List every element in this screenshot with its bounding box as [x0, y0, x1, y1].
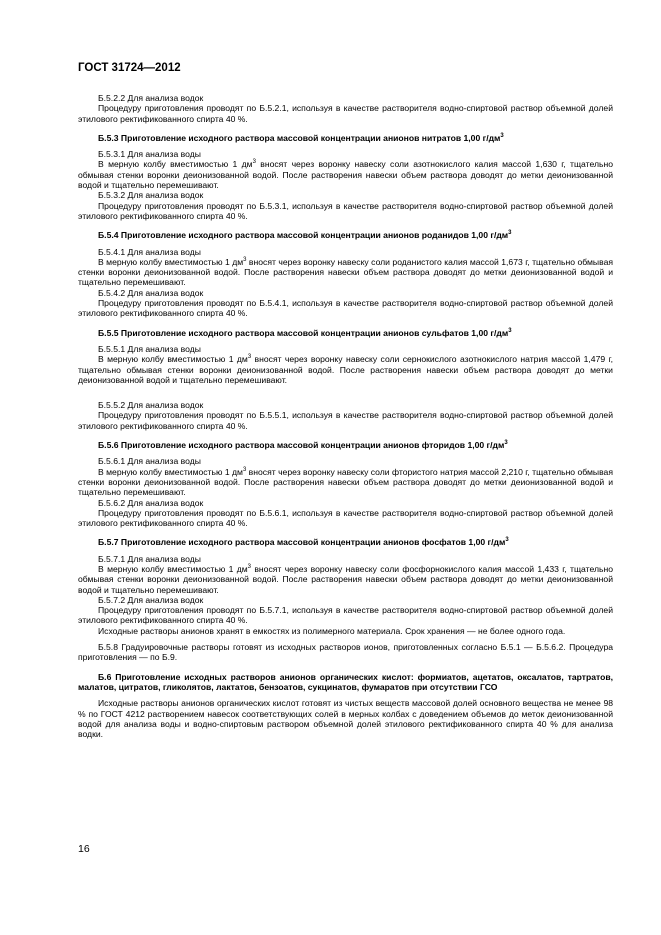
text-part: вносят через воронку навеску соли фтористого натрия массой 2,210 г, тщательно обмывая стенки воронки деионизованной водой. После растворения навески объем раствора доводят до метки деионизованной водой и тщательно перемешивают.: [78, 466, 613, 498]
subsection-b531: Б.5.3.1 Для анализа воды: [98, 149, 201, 160]
subsection-b542: Б.5.4.2 Для анализа водок: [98, 287, 204, 298]
subsection-b571: Б.5.7.1 Для анализа воды: [98, 553, 201, 564]
paragraph-b532: Процедуру приготовления проводят по Б.5.3.1, используя в качестве растворителя водно-спиртовой раствор объемной долей этилового ректификованного спирта 40 %.: [78, 200, 613, 221]
text-part: вносят через воронку навеску соли сернокислого азотнокислого натрия массой 1,479 г, тщательно обмывая стенки воронки деионизованной водой. После растворения навески объем раствора доводят до метки деионизованной водой и тщательно перемешивают.: [78, 354, 613, 385]
page-number: 16: [78, 843, 90, 855]
heading-b55-text: Б.5.5 Приготовление исходного раствора массовой концентрации анионов сульфатов 1,00 г/дм: [98, 327, 509, 338]
subsection-b562: Б.5.6.2 Для анализа водок: [98, 497, 204, 508]
text-part: В мерную колбу вместимостью 1 дм: [98, 159, 253, 170]
paragraph-storage: Исходные растворы анионов хранят в емкостях из полимерного материала. Срок хранения — не более одного года.: [98, 625, 566, 636]
subsection-b541: Б.5.4.1 Для анализа воды: [98, 246, 201, 257]
paragraph-b531: [78, 159, 613, 190]
paragraph-b561: [78, 467, 613, 498]
subsection-b572: Б.5.7.2 Для анализа водок: [98, 594, 204, 605]
heading-b57-text: Б.5.7 Приготовление исходного раствора массовой концентрации анионов фосфатов 1,00 г/дм: [98, 537, 506, 548]
heading-b55: [78, 328, 613, 338]
subsection-b552: Б.5.5.2 Для анализа водок: [98, 400, 204, 411]
heading-b56-text: Б.5.6 Приготовление исходного раствора массовой концентрации анионов фторидов 1,00 г/дм: [98, 440, 505, 451]
paragraph-b542: Процедуру приготовления проводят по Б.5.4.1, используя в качестве растворителя водно-спиртовой раствор объемной долей этилового ректификованного спирта 40 %.: [78, 298, 613, 319]
text-part: вносят через воронку навеску соли азотнокислого калия массой 1,630 г, тщательно обмывая стенки воронки деионизованной водой. После растворения навески объем раствора доводят до метки деионизованной водой и тщательно перемешивают.: [78, 159, 613, 191]
paragraph-b562: Процедуру приготовления проводят по Б.5.6.1, используя в качестве растворителя водно-спиртовой раствор объемной долей этилового ректификованного спирта 40 %.: [78, 507, 613, 529]
text-part: В мерную колбу вместимостью 1 дм: [98, 256, 244, 267]
heading-b54: [78, 230, 613, 240]
paragraph-b551: [78, 354, 613, 385]
document-body: [78, 93, 613, 739]
subsection-b551: Б.5.5.1 Для анализа воды: [98, 343, 201, 354]
paragraph-b552: Процедуру приготовления проводят по Б.5.5.1, используя в качестве растворителя водно-спиртовой раствор объемной долей этилового ректификованного спирта 40 %.: [78, 410, 613, 431]
superscript: 3: [242, 466, 247, 473]
superscript: 3: [505, 537, 509, 544]
text-part: В мерную колбу вместимостью 1 дм: [98, 354, 248, 365]
heading-b53: [78, 133, 613, 143]
superscript: 3: [247, 563, 252, 570]
superscript: 3: [504, 440, 508, 447]
document-header-title: ГОСТ 31724—2012: [78, 62, 181, 74]
heading-b54-text: Б.5.4 Приготовление исходного раствора массовой концентрации анионов роданидов 1,00 г/дм: [98, 230, 509, 241]
text-part: В мерную колбу вместимостью 1 дм: [98, 466, 243, 477]
paragraph-b541: [78, 257, 613, 288]
paragraph-b572: Процедуру приготовления проводят по Б.5.7.1, используя в качестве растворителя водно-спиртовой раствор объемной долей этилового ректификованного спирта 40 %.: [78, 605, 613, 626]
superscript: 3: [508, 327, 512, 334]
superscript: 3: [252, 159, 256, 166]
paragraph-b6: Исходные растворы анионов органических кислот готовят из чистых веществ массовой долей основного вещества не менее 98 % по ГОСТ 4212 растворением навесок соответствующих солей в мерных колбах с доведением объемов до меток деионизованной водой для анализа воды и водно-спиртовым раствором объемной долей этилового ректификованного спирта 40 % для анализа водки.: [78, 698, 613, 740]
text-part: вносят через воронку навеску соли фосфорнокислого калия массой 1,433 г, тщательно обмывая стенки воронки деионизованной водой. После растворения навески объем раствора доводят до метки деионизованной водой и тщательно перемешивают.: [78, 563, 613, 595]
heading-b56: [78, 440, 613, 450]
text-part: В мерную колбу вместимостью 1 дм: [98, 563, 248, 574]
superscript: 3: [247, 354, 252, 361]
text-part: вносят через воронку навеску соли роданистого калия массой 1,673 г, тщательно обмывая стенки воронки деионизованной водой. После растворения навески объем раствора доводят до метки деионизованной водой и тщательно перемешивают.: [78, 256, 613, 288]
superscript: 3: [243, 256, 247, 263]
heading-b6: Б.6 Приготовление исходных растворов анионов органических кислот: формиатов, ацетатов, оксалатов, тартратов, малатов, цитратов, гликолятов, лактатов, бензоатов, сукцинатов, фумаратов при отсутствии ГСО: [78, 671, 613, 692]
heading-b57: [78, 537, 613, 547]
subsection-b522: Б.5.2.2 Для анализа водок: [98, 93, 204, 103]
superscript: 3: [500, 132, 504, 139]
paragraph-b522: Процедуру приготовления проводят по Б.5.2.1, используя в качестве растворителя водно-спиртовой раствор объемной долей этилового ректификованного спирта 40 %.: [78, 103, 613, 124]
paragraph-b571: [78, 564, 613, 595]
subsection-b561: Б.5.6.1 Для анализа воды: [98, 456, 201, 467]
superscript: 3: [508, 230, 512, 237]
paragraph-b58: Б.5.8 Градуировочные растворы готовят из исходных растворов ионов, приготовленных согласно Б.5.1 — Б.5.6.2. Процедура приготовления — по Б.9.: [78, 642, 613, 663]
subsection-b532: Б.5.3.2 Для анализа водок: [98, 190, 204, 201]
heading-b53-text: Б.5.3 Приготовление исходного раствора массовой концентрации анионов нитратов 1,00 г/дм: [98, 132, 501, 143]
